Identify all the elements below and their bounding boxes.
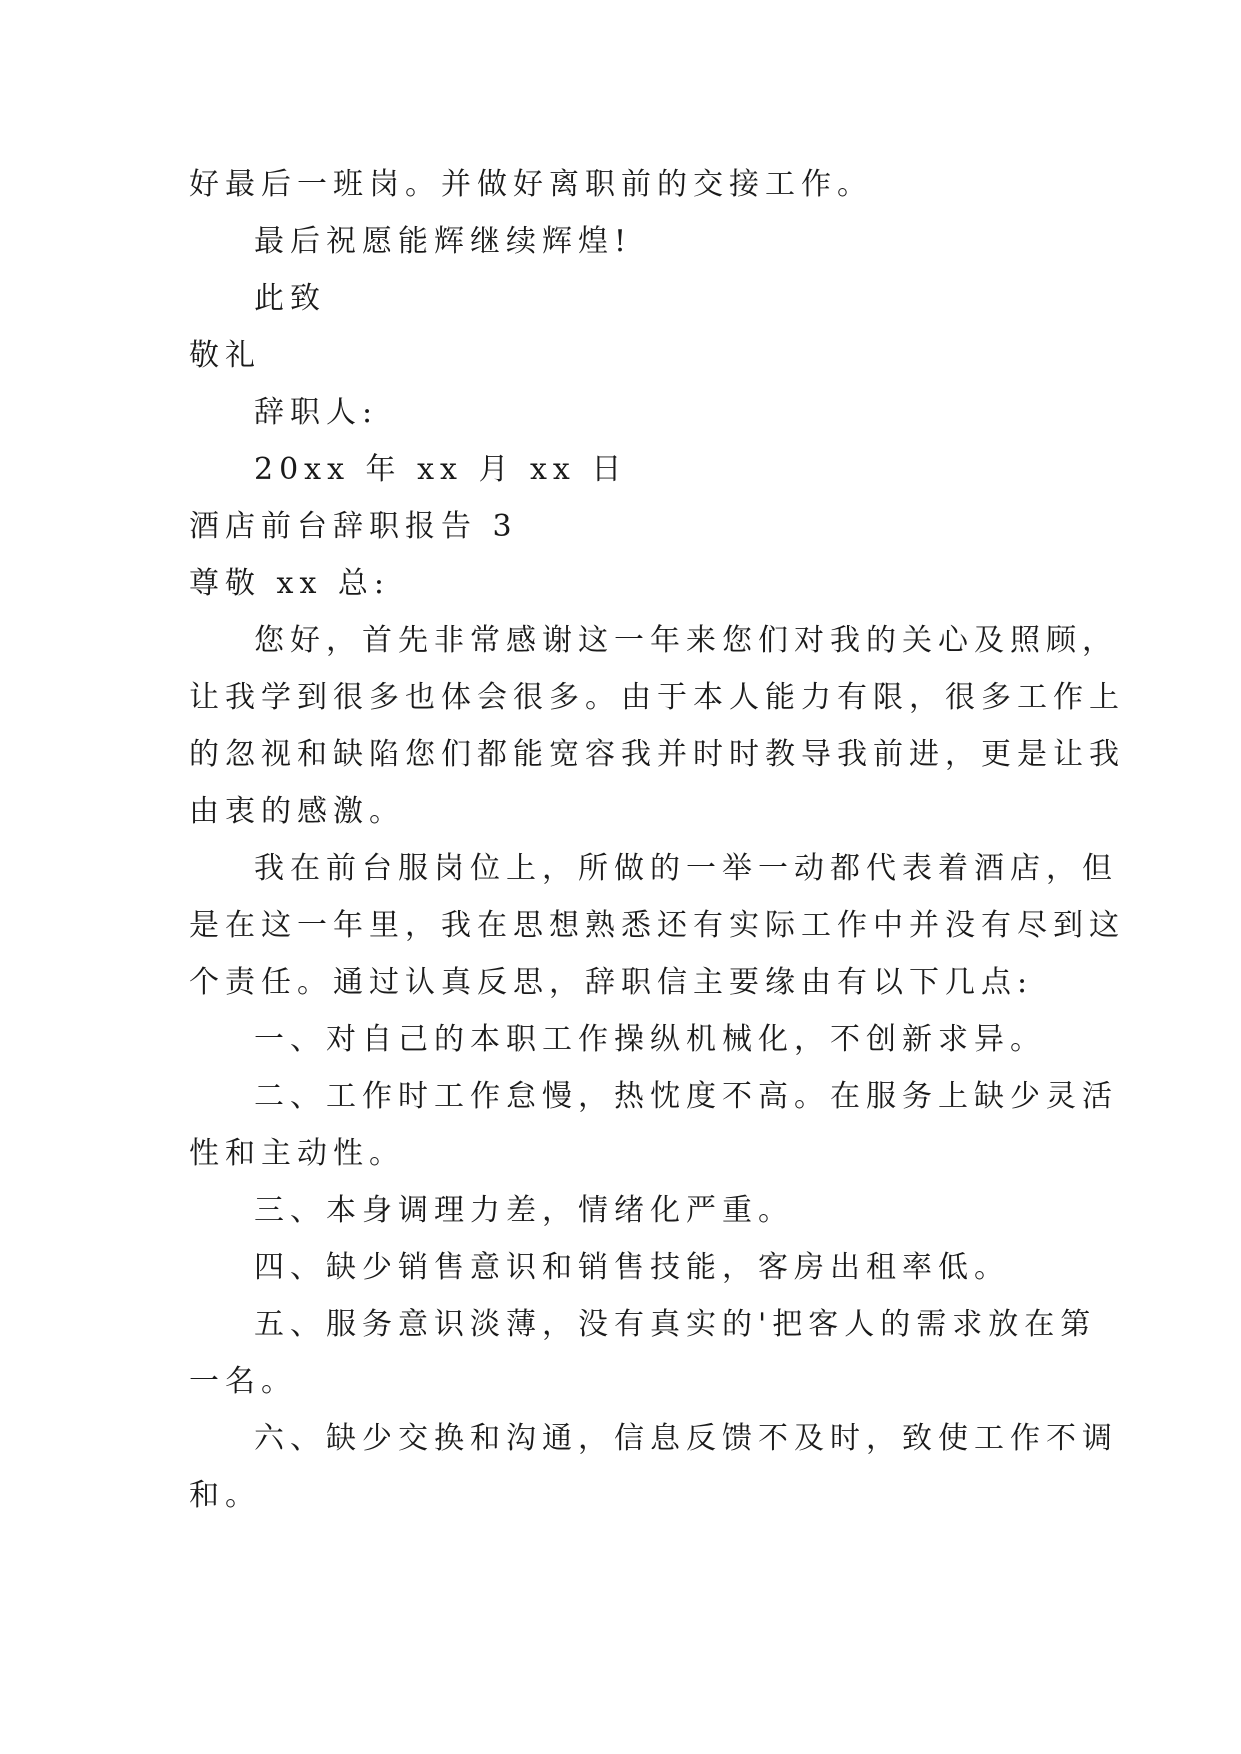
text-line: 好最后一班岗。并做好离职前的交接工作。 [189, 167, 873, 202]
document-title: 酒店前台辞职报告 3 [189, 509, 518, 544]
text-line: 最后祝愿能辉继续辉煌! [254, 224, 633, 259]
text-line: 由衷的感激。 [189, 794, 405, 829]
text-line: 和。 [189, 1478, 261, 1513]
text-line: 20xx 年 xx 月 xx 日 [254, 452, 628, 487]
text-line: 让我学到很多也体会很多。由于本人能力有限，很多工作上 [189, 680, 1125, 715]
text-line: 是在这一年里，我在思想熟悉还有实际工作中并没有尽到这 [189, 908, 1125, 943]
text-line: 三、本身调理力差，情绪化严重。 [254, 1193, 794, 1228]
text-line: 您好，首先非常感谢这一年来您们对我的关心及照顾， [254, 623, 1118, 658]
text-line: 四、缺少销售意识和销售技能，客房出租率低。 [254, 1250, 1010, 1285]
text-line: 一、对自己的本职工作操纵机械化，不创新求异。 [254, 1022, 1046, 1057]
text-line: 我在前台服岗位上，所做的一举一动都代表着酒店，但 [254, 851, 1118, 886]
text-line: 此致 [254, 281, 326, 316]
text-line: 的忽视和缺陷您们都能宽容我并时时教导我前进，更是让我 [189, 737, 1125, 772]
text-line: 二、工作时工作怠慢，热忱度不高。在服务上缺少灵活 [254, 1079, 1118, 1114]
text-line: 六、缺少交换和沟通，信息反馈不及时，致使工作不调 [254, 1421, 1118, 1456]
text-line: 辞职人: [254, 395, 379, 430]
text-line: 五、服务意识淡薄，没有真实的'把客人的需求放在第 [254, 1307, 1097, 1342]
text-line: 敬礼 [189, 338, 261, 373]
text-line: 一名。 [189, 1364, 297, 1399]
text-line: 尊敬 xx 总: [189, 566, 391, 601]
text-line: 个责任。通过认真反思，辞职信主要缘由有以下几点: [189, 965, 1034, 1000]
text-line: 性和主动性。 [189, 1136, 405, 1171]
